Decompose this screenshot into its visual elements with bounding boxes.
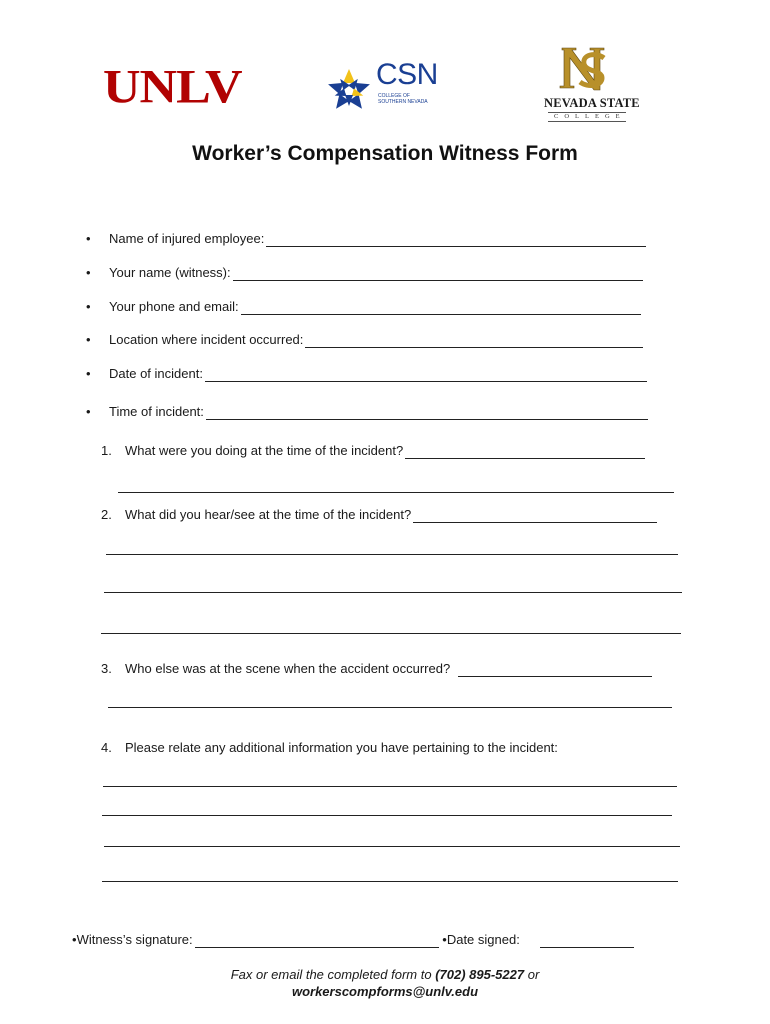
date-signed-label: Date signed: xyxy=(446,932,520,947)
witness-signature-input[interactable] xyxy=(195,934,439,948)
csn-logo-text: CSN xyxy=(376,58,438,91)
bullet-icon: • xyxy=(86,231,91,246)
question-number: 2. xyxy=(101,507,112,522)
question-2 xyxy=(101,507,657,523)
answer-line[interactable] xyxy=(108,707,672,708)
field-label: Your phone and email: xyxy=(109,299,239,314)
footer-email[interactable]: workerscompforms@unlv.edu xyxy=(291,984,479,999)
question-3-input[interactable] xyxy=(458,663,652,677)
nevada-state-logo-college: COLLEGE xyxy=(548,112,626,122)
field-label: Date of incident: xyxy=(109,366,203,381)
field-witness-name xyxy=(86,265,643,281)
time-incident-input[interactable] xyxy=(206,406,648,420)
field-label: Your name (witness): xyxy=(109,265,231,280)
date-signed-input[interactable] xyxy=(540,934,634,948)
bullet-icon: • xyxy=(86,332,91,347)
bullet-icon: • xyxy=(86,366,91,381)
answer-line[interactable] xyxy=(102,815,672,816)
footer-prefix: Fax or email the completed form to xyxy=(230,967,432,982)
signature-row xyxy=(72,932,634,948)
question-text: What were you doing at the time of the incident? xyxy=(125,443,404,458)
field-label: Name of injured employee: xyxy=(109,231,265,246)
location-input[interactable] xyxy=(305,334,643,348)
answer-line[interactable] xyxy=(102,881,678,882)
question-1 xyxy=(101,443,645,459)
field-date-incident xyxy=(86,366,647,382)
answer-line[interactable] xyxy=(106,554,678,555)
answer-line[interactable] xyxy=(103,786,677,787)
question-2-input[interactable] xyxy=(413,509,657,523)
field-phone-email xyxy=(86,299,641,315)
question-number: 4. xyxy=(101,740,112,755)
bullet-icon: • xyxy=(86,299,91,314)
bullet-icon: • xyxy=(72,932,77,947)
question-number: 3. xyxy=(101,661,112,676)
question-text: Who else was at the scene when the accident occurred? xyxy=(125,661,451,676)
footer-suffix: or xyxy=(527,967,540,982)
answer-line[interactable] xyxy=(104,846,680,847)
question-text: Please relate any additional information you have pertaining to the incident: xyxy=(125,740,558,755)
question-number: 1. xyxy=(101,443,112,458)
footer-instructions xyxy=(0,966,770,1000)
question-4 xyxy=(101,740,558,756)
form-title: Worker’s Compensation Witness Form xyxy=(192,142,578,165)
answer-line[interactable] xyxy=(101,633,681,634)
field-location xyxy=(86,332,643,348)
footer-phone: (702) 895-5227 xyxy=(435,967,525,982)
witness-signature-label: Witness’s signature: xyxy=(76,932,193,947)
answer-line[interactable] xyxy=(118,492,674,493)
unlv-logo: UNLV xyxy=(103,61,242,114)
date-incident-input[interactable] xyxy=(205,368,647,382)
field-time-incident xyxy=(86,404,648,420)
bullet-icon: • xyxy=(86,265,91,280)
phone-email-input[interactable] xyxy=(241,301,641,315)
nevada-state-logo-name: NEVADA STATE xyxy=(544,96,640,110)
answer-line[interactable] xyxy=(104,592,682,593)
csn-logo-subtitle: COLLEGE OF SOUTHERN NEVADA xyxy=(378,93,428,105)
question-3 xyxy=(101,661,652,677)
bullet-icon: • xyxy=(438,932,447,947)
witness-name-input[interactable] xyxy=(233,267,643,281)
footer-line-1 xyxy=(0,966,770,983)
nevada-state-logo-icon xyxy=(556,44,616,94)
question-1-input[interactable] xyxy=(405,445,645,459)
bullet-icon: • xyxy=(86,404,91,419)
field-label: Time of incident: xyxy=(109,404,204,419)
field-label: Location where incident occurred: xyxy=(109,332,304,347)
question-text: What did you hear/see at the time of the incident? xyxy=(125,507,412,522)
field-injured-employee xyxy=(86,231,646,247)
injured-employee-input[interactable] xyxy=(266,233,646,247)
